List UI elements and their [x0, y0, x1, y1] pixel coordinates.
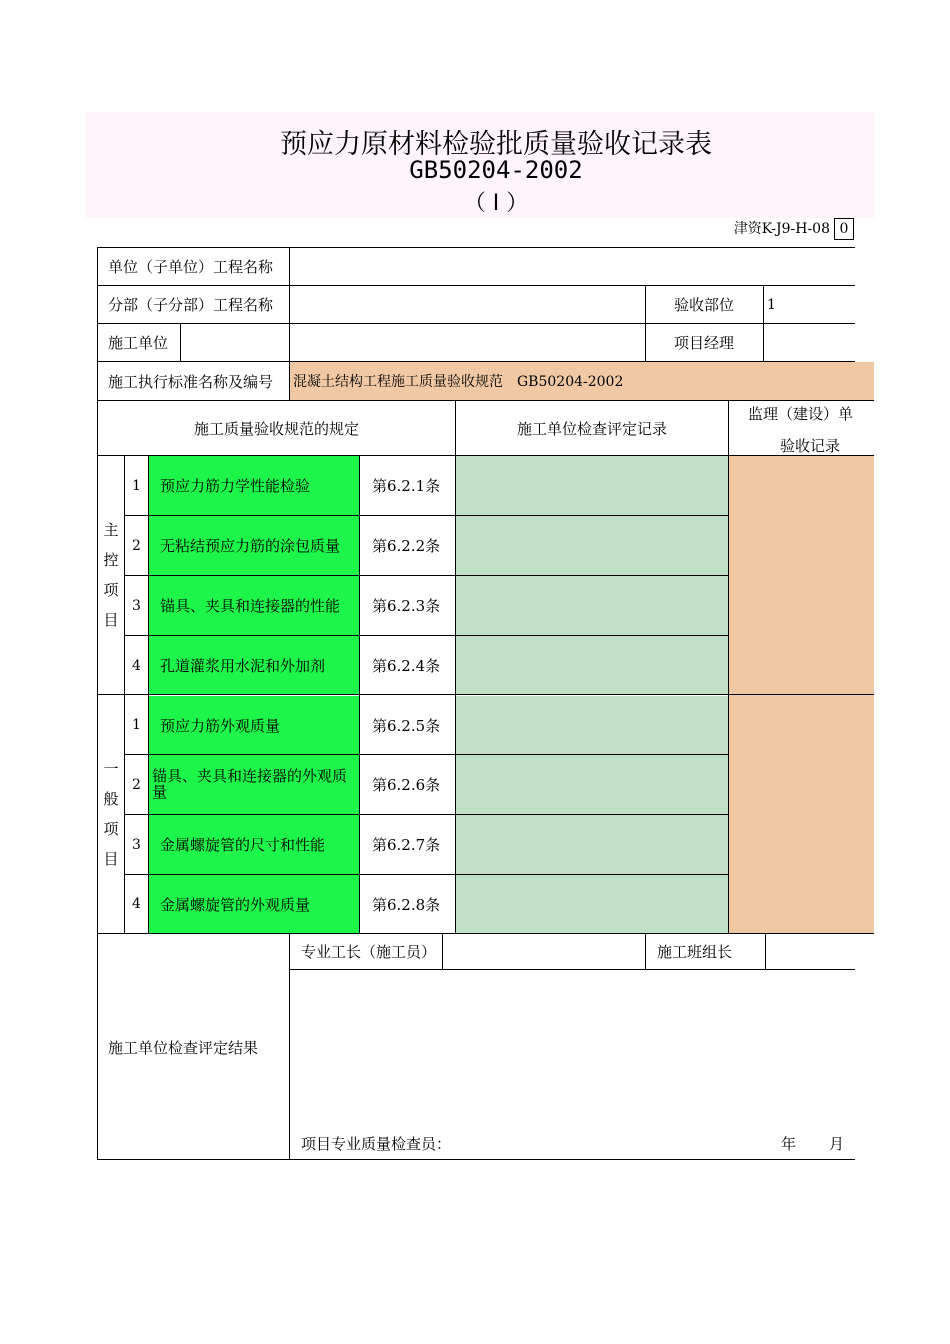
gen-item-1-clause: 第6.2.5条 [372, 716, 441, 735]
main-item-3-clause: 第6.2.3条 [372, 597, 441, 615]
main-control-char-1: 主 [103, 521, 119, 539]
gen-item-2-name: 锚具、夹具和连接器的外观质量 [152, 767, 348, 801]
main-item-2-clause: 第6.2.2条 [372, 537, 441, 555]
project-manager-label: 项目经理 [674, 334, 735, 352]
gen-item-4-no: 4 [132, 896, 141, 912]
gen-item-4-clause: 第6.2.8条 [372, 895, 441, 914]
supervision-general-bg [729, 695, 874, 934]
main-control-char-4: 目 [103, 611, 119, 629]
foreman-input[interactable] [443, 934, 645, 969]
gen-item-3-no: 3 [132, 836, 141, 853]
supervision-column-header-line1: 监理（建设）单 [748, 405, 854, 423]
main-item-4-no: 4 [132, 657, 141, 674]
inspector-label: 项目专业质量检查员： [301, 1134, 452, 1153]
sub-project-input[interactable] [290, 286, 645, 323]
section-number: （ Ⅰ ） [463, 191, 529, 216]
main-record-4[interactable] [456, 636, 728, 695]
result-input[interactable] [290, 970, 855, 1125]
supervision-main-bg [729, 456, 874, 695]
main-record-3[interactable] [456, 576, 728, 635]
gen-item-1-no: 1 [132, 717, 141, 733]
main-item-1-clause: 第6.2.1条 [372, 477, 441, 495]
acceptance-part-value[interactable]: 1 [767, 296, 776, 313]
form-code-box[interactable]: 0 [834, 218, 854, 240]
foreman-label: 专业工长（施工员） [301, 943, 437, 961]
gen-record-1[interactable] [456, 696, 728, 754]
main-control-char-2: 控 [103, 551, 119, 569]
result-label: 施工单位检查评定结果 [108, 1038, 259, 1057]
team-leader-input[interactable] [766, 934, 855, 969]
main-item-1-name: 预应力筋力学性能检验 [160, 477, 311, 495]
record-column-header: 施工单位检查评定记录 [516, 419, 667, 438]
standard-code: GB50204-2002 [409, 156, 583, 184]
page-title: 预应力原材料检验批质量验收记录表 [280, 129, 712, 160]
spec-column-header: 施工质量验收规范的规定 [193, 419, 359, 438]
month-label: 月 [829, 1134, 845, 1153]
main-item-2-name: 无粘结预应力筋的涂包质量 [160, 537, 341, 555]
main-record-2[interactable] [456, 516, 728, 575]
unit-project-label: 单位（子单位）工程名称 [108, 258, 274, 276]
main-control-char-3: 项 [103, 581, 119, 599]
acceptance-part-label: 验收部位 [674, 296, 735, 314]
general-char-1: 一 [103, 760, 119, 778]
sub-project-label: 分部（子分部）工程名称 [108, 296, 274, 314]
main-record-1[interactable] [456, 456, 728, 515]
exec-standard-value: 混凝土结构工程施工质量验收规范 GB50204-2002 [293, 374, 624, 390]
gen-item-2-no: 2 [132, 776, 141, 793]
main-item-3-name: 锚具、夹具和连接器的性能 [160, 597, 341, 615]
team-leader-label: 施工班组长 [657, 943, 733, 961]
main-control-label [101, 515, 121, 635]
gen-item-3-clause: 第6.2.7条 [372, 836, 441, 854]
gen-item-3-name: 金属螺旋管的尺寸和性能 [160, 836, 326, 854]
main-item-3-no: 3 [132, 597, 141, 614]
general-char-2: 般 [103, 790, 119, 808]
main-item-2-no: 2 [132, 537, 141, 554]
construction-unit-input[interactable] [181, 324, 645, 361]
exec-standard-label: 施工执行标准名称及编号 [108, 372, 274, 391]
supervision-column-header-line2: 验收记录 [780, 437, 841, 455]
gen-record-2[interactable] [456, 755, 728, 814]
gen-item-2-clause: 第6.2.6条 [372, 776, 441, 794]
unit-project-input[interactable] [290, 248, 855, 285]
gen-record-3[interactable] [456, 815, 728, 874]
gen-record-4[interactable] [456, 875, 728, 933]
general-char-4: 目 [103, 850, 119, 868]
main-item-4-clause: 第6.2.4条 [372, 657, 441, 675]
form-code: 津资K-J9-H-08 [733, 221, 830, 237]
general-label [101, 754, 121, 874]
construction-unit-label: 施工单位 [108, 334, 169, 352]
gen-item-4-name: 金属螺旋管的外观质量 [160, 895, 311, 914]
general-char-3: 项 [103, 820, 119, 838]
main-item-4-name: 孔道灌浆用水泥和外加剂 [160, 657, 326, 675]
main-item-1-no: 1 [132, 477, 141, 494]
year-label: 年 [781, 1134, 797, 1153]
gen-item-1-name: 预应力筋外观质量 [160, 716, 281, 735]
project-manager-input[interactable] [764, 324, 855, 361]
